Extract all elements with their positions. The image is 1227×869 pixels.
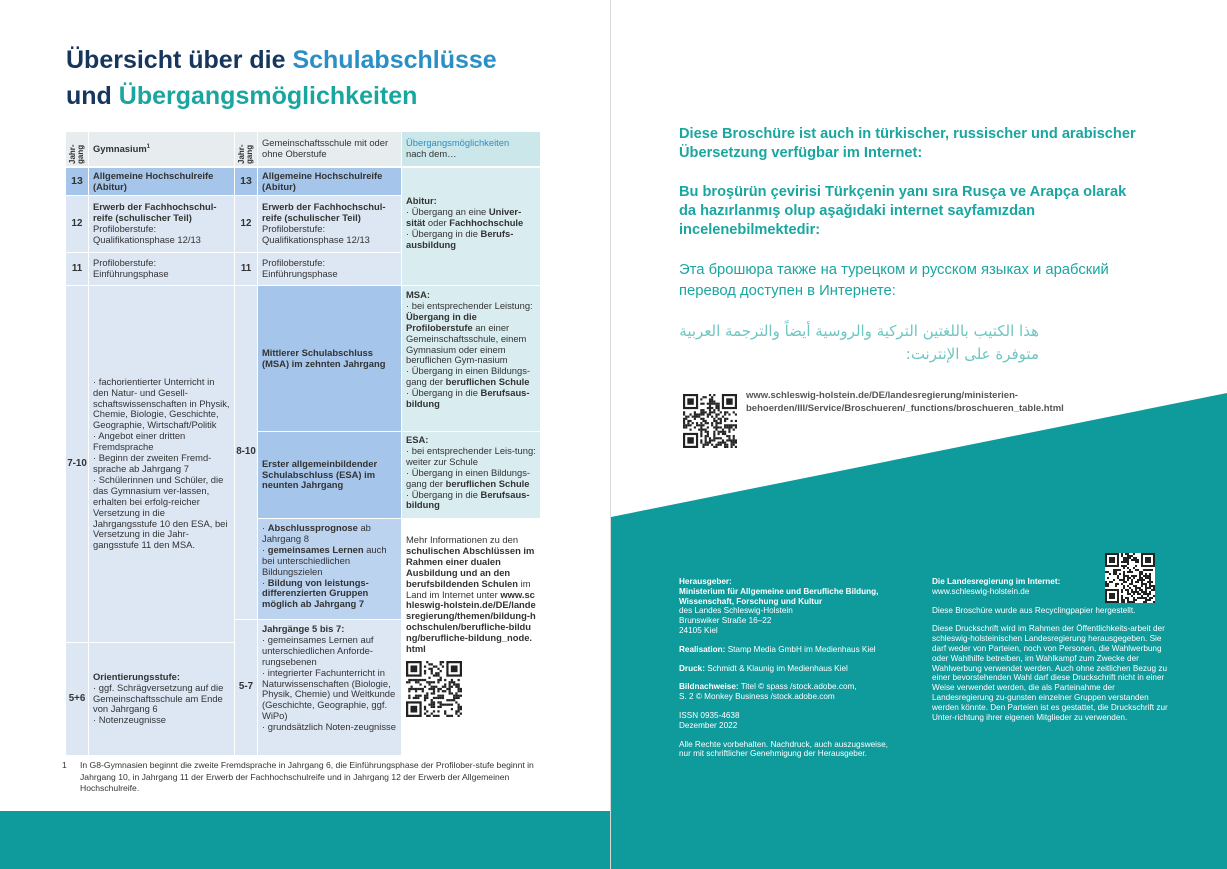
footnote-number: 1 [62,760,67,770]
uebergang-msa-item: · bei entsprechender Leistung: Übergang in die Profiloberstufe an einer Gemeinschaftsschule, einem Gymnasium oder einem beruflichen Gym-nasium [406,299,533,366]
grade-5-6-gym: 5+6 [66,643,88,755]
gym-orientierungsstufe [89,643,234,755]
ge-57-item: · integrierter Fachunterricht in Naturwissenschaften (Biologie, Physik, Chemie) und Weltkunde (Geschichte, Geographie, ggf. WiPo) [262,666,396,722]
gym-item-1: Angebot einer dritten Fremdsprache [93,430,186,453]
ge-detail-item: · gemeinsames Lernen auch bei unterschiedlichen Bildungszielen [262,543,387,577]
footnote-text: In G8-Gymnasien beginnt die zweite Fremdsprache in Jahrgang 6, die Einführungsphase der Profilober-stufe beginnt in Jahrgang 10, in Jahrgang 11 der Erwerb der Fachhochschulreife und in Jahrgang 12 der Erwerb der Allgemeinen Hochschulreife. [80,760,534,794]
publication-date: Dezember 2022 [679,720,738,730]
ue-abi-0-pre: Übergang an eine [411,205,489,217]
grade-11-ge: 11 [235,253,257,285]
gym-orient-item: · ggf. Schrägversetzung auf die Gemeinschaftsschule am Ende von Jahrgang 6 [93,681,224,715]
gym-7-10-item: · fachorientierter Unterricht in den Natur- und Gesell-schaftswissenschaften in Physik, Chemie, Biologie, Geschichte, Geographie, Wirtschaft/Politik [93,375,230,431]
hg-line-4: 24105 Kiel [679,625,718,635]
brochure-url[interactable]: www.schleswig-holstein.de/DE/landesregierung/ministerien-behoerden/III/Service/Broschueren/_functions/broschueren_table.html [746,390,1064,414]
ue-abi-0-bold: Univer-sität [406,205,522,228]
ge-esa: Erster allgemeinbildender Schulabschluss (ESA) im neunten Jahrgang [258,432,401,518]
hg-line-2: des Landes Schleswig-Holstein [679,606,793,616]
ue-esa-0-pre: bei entsprechender Leis-tung: weiter zur Schule [406,444,536,467]
header-footnote-mark: 1 [146,144,151,151]
gym-orient-item: · Notenzeugnisse [93,714,166,726]
ge-57-item: · grundsätzlich Noten-zeugnisse [262,721,396,733]
overview-table [58,130,548,800]
title-part2: Schulabschlüsse [292,46,497,74]
title-part1: Übersicht über die [66,46,293,74]
ue-esa-1-pre: Übergang in einen Bildungs-gang der [406,466,531,489]
ue-info-bold: schulischen Abschlüssen im Rahmen einer dualen Ausbildung und an den berufsbildenden Schulen [406,544,535,589]
grade-8-10-ge: 8-10 [235,286,257,619]
translation-note-german: Diese Broschüre ist auch in türkischer, russischer und arabischer Übersetzung verfügbar im Internet: [679,126,1136,161]
imprint-notice: Diese Druckschrift wird im Rahmen der Öffentlichkeits-arbeit der schleswig-holsteinischen Landesregierung herausgegeben. Sie darf weder von Parteien, noch von Personen, die Wahlwerbung oder Wahlhilfe betreiben, im Wahlkampf zum Zwecke der Wahlwerbung verwendet werden. Auch ohne zeitlichen Bezug zu einer bevorstehenden Wahl darf diese Druckschrift nicht in einer Weise verwendet werden, die als Parteinahme der Landesregierung zu-gunsten einzelner Gruppen verstanden werden könnte. Den Parteien ist es gestattet, die Druckschrift zur Unter-richtung ihrer eigenen Mitglieder zu verwenden. [932,624,1168,722]
gym-7-10-item: · Beginn der zweiten Fremd-sprache ab Jahrgang 7 [93,452,212,474]
ge-fachhoch-title: Erwerb der Fachhochschul-reife (schulischer Teil) [262,201,386,224]
title-part4: Übergangsmöglichkeiten [118,82,418,110]
left-page [0,0,610,869]
header-gymnasium-label: Gymnasium [93,143,147,155]
header-uebergang-sub: nach dem… [406,148,457,159]
ge-msa: Mittlerer Schulabschluss (MSA) im zehnten Jahrgang [258,286,401,431]
header-jahrgang-gym: Jahr-gang [66,132,88,166]
ge-detail-item: · Abschlussprognose ab Jahrgang 8 [262,522,371,544]
uebergang-abitur-title: Abitur: [406,195,437,206]
ue-msa-0-post: an einer Gemeinschaftsschule, einem Gymnasium oder einem beruflichen Gym-nasium [406,321,527,366]
ge-57-1: integrierter Fachunterricht in Naturwissenschaften (Biologie, Physik, Chemie) und Weltkunde (Geschichte, Geographie, ggf. WiPo) [262,666,396,722]
ge-8-10-details [258,519,401,619]
grade-12-ge: 12 [235,196,257,252]
gym-orient-title: Orientierungsstufe: [93,670,180,682]
ue-msa-2-bold: Berufsaus-bildung [406,387,530,410]
ge-5-7-content [258,620,401,755]
qr-code-icon [406,661,462,717]
uebergang-esa [402,432,540,518]
ue-abi-1-pre: Übergang in die [411,227,481,239]
uebergang-abitur [402,168,540,285]
internet-label: Die Landesregierung im Internet: [932,577,1061,586]
translation-note-turkish: Bu broşürün çevirisi Türkçenin yanı sıra Rusça ve Arapça olarak da hazırlanmış olup aşağıdaki internet sayfamızdan incelenebilmektedir: [679,184,1127,238]
bild-line1: Titel © spass /stock.adobe.com, [738,682,857,692]
bild-line2: S. 2 © Monkey Business /stock.adobe.com [679,692,835,702]
realisation-label: Realisation: [679,644,726,654]
rights-line1: Alle Rechte vorbehalten. Nachdruck, auch auszugsweise, [679,739,888,749]
imprint-rights [679,740,909,760]
ge-detail-item: · Bildung von leistungs-differenzierten Gruppen möglich ab Jahrgang 7 [262,576,369,610]
uebergang-msa [402,286,540,431]
ue-msa-2-pre: Übergang in die [411,387,481,399]
ge-d0-text: ab Jahrgang 8 [262,522,371,544]
qr-code-icon [683,394,737,448]
recycling-note: Diese Broschüre wurde aus Recyclingpapier hergestellt. [932,605,1136,615]
ue-esa-2-bold: Berufsaus-bildung [406,488,530,511]
gym-7-10-item: · Angebot einer dritten Fremdsprache [93,430,186,453]
uebergang-esa-item: · Übergang in einen Bildungs-gang der beruflichen Schule [406,466,531,489]
ge-d2-bold: Bildung von leistungs-differenzierten Gruppen möglich ab Jahrgang 7 [262,576,369,610]
ge-fachhoch-text: Profiloberstufe: Qualifikationsphase 12/13 [262,223,370,245]
uebergang-abitur-item: · Übergang an eine Univer-sität oder Fachhochschule [406,205,524,228]
uebergang-esa-title: ESA: [406,434,429,445]
imprint-bildnachweise [679,682,909,702]
uebergang-esa-item: · Übergang in die Berufsaus-bildung [406,488,530,511]
right-page [611,0,1227,869]
gym-item-2: Beginn der zweiten Fremd-sprache ab Jahrgang 7 [93,452,212,474]
footnote [62,760,546,795]
ue-msa-0-pre: bei entsprechender Leistung: [411,299,533,311]
ue-info-pre: Mehr Informationen zu den [406,534,519,545]
uebergang-abitur-item: · Übergang in die Berufs-ausbildung [406,227,514,250]
grade-11-gym: 11 [66,253,88,285]
internet-link[interactable]: www.schleswig-holstein.de [932,586,1030,596]
ue-abi-0-mid: oder [425,216,450,228]
grade-12-gym: 12 [66,196,88,252]
uebergang-msa-item: · Übergang in einen Bildungs-gang der beruflichen Schule [406,365,531,388]
imprint-herausgeber [679,577,909,636]
ge-57-item: · gemeinsames Lernen auf unterschiedlichen Anforde-rungsebenen [262,633,374,667]
gym-7-10-item: · Schülerinnen und Schüler, die das Gymnasium ver-lassen, erhalten bei erfolg-reicher Versetzung in die Jahrgangsstufe 10 den ESA, bei Versetzung in die Jahr-gangsstufe 11 den MSA. [93,473,228,551]
translation-note-russian: Эта брошюра также на турецком и русском языках и арабский перевод доступен в Интернете: [679,262,1109,299]
gym-item-3: Schülerinnen und Schüler, die das Gymnasium ver-lassen, erhalten bei erfolg-reicher Versetzung in die Jahrgangsstufe 10 den ESA, bei Versetzung in die Jahr-gangsstufe 11 den MSA. [93,473,228,551]
ge-fachhochschulreife [258,196,401,252]
bildung-link[interactable]: www.schleswig-holstein.de/DE/landesregierung/themen/bildung-hochschulen/berufliche-bildung/berufliche-bildung_node.html [406,588,536,655]
hg-line-0: Ministerium für Allgemeine und Berufliche Bildung, [679,586,879,596]
gym-fachhochschulreife [89,196,234,252]
druck-label: Druck: [679,663,705,673]
grade-13-gym: 13 [66,168,88,195]
ue-abi-1-bold: Berufs-ausbildung [406,227,514,250]
title-part3: und [66,82,119,110]
uebergang-info [402,519,540,755]
uebergang-msa-item: · Übergang in die Berufsaus-bildung [406,387,530,410]
realisation-text: Stamp Media GmbH im Medienhaus Kiel [725,644,876,654]
grade-13-ge: 13 [235,168,257,195]
qr-code-icon [1105,553,1155,603]
ge-d1-bold: gemeinsames Lernen [267,543,364,555]
page-title [66,42,497,114]
header-gymnasium [89,132,234,166]
gym-einfuehrungsphase: Profiloberstufe: Einführungsphase [89,253,234,285]
gym-orient-0: ggf. Schrägversetzung auf die Gemeinschaftsschule am Ende von Jahrgang 6 [93,681,224,715]
imprint-issn [679,711,909,731]
ge-d1-text: auch bei unterschiedlichen Bildungszielen [262,543,387,577]
ge-57-2: grundsätzlich Noten-zeugnisse [267,721,396,733]
ge-abitur: Allgemeine Hochschulreife (Abitur) [258,168,401,195]
translation-note-arabic: هذا الكتيب باللغتين التركية والروسية أيضاً والترجمة العربية متوفرة على الإنترنت: [679,322,1039,363]
ge-57-title: Jahrgänge 5 bis 7: [262,623,345,634]
hg-line-1: Wissenschaft, Forschung und Kultur [679,596,823,606]
header-gemeinschaftsschule: Gemeinschaftsschule mit oder ohne Oberstufe [258,132,401,166]
gym-7-10-content [89,286,234,642]
ue-info-mid: im Land im Internet unter [406,577,531,600]
gym-fachhoch-text: Profiloberstufe: Qualifikationsphase 12/13 [93,223,201,245]
imprint-left [679,577,909,768]
header-uebergang [402,132,540,166]
ue-msa-1-pre: Übergang in einen Bildungs-gang der [406,365,531,388]
issn: ISSN 0935-4638 [679,710,740,720]
gym-fachhoch-title: Erwerb der Fachhochschul-reife (schulischer Teil) [93,201,217,224]
druck-text: Schmidt & Klaunig im Medienhaus Kiel [704,663,848,673]
gym-item-0: fachorientierter Unterricht in den Natur- und Gesell-schaftswissenschaften in Physik, Chemie, Biologie, Geschichte, Geographie, Wirtschaft/Politik [93,375,230,431]
hg-line-3: Brunswiker Straße 16–22 [679,616,772,626]
ge-einfuehrungsphase: Profiloberstufe: Einführungsphase [258,253,401,285]
herausgeber-label: Herausgeber: [679,577,732,586]
ue-abi-0-bold2: Fachhochschule [449,216,524,228]
uebergang-esa-item: · bei entsprechender Leis-tung: weiter zur Schule [406,444,536,467]
ge-d0-bold: Abschlussprognose [267,522,358,533]
ue-msa-0-bold: Übergang in die Profiloberstufe [406,310,477,333]
gym-abitur: Allgemeine Hochschulreife (Abitur) [89,168,234,195]
uebergang-msa-title: MSA: [406,289,430,300]
ue-esa-1-bold: beruflichen Schule [445,477,530,489]
ge-57-0: gemeinsames Lernen auf unterschiedlichen Anforde-rungsebenen [262,633,374,667]
imprint-realisation [679,645,909,655]
gym-orient-1: Notenzeugnisse [98,714,166,726]
imprint-druck [679,664,909,674]
grade-7-10-gym: 7-10 [66,286,88,642]
ue-esa-2-pre: Übergang in die [411,488,481,500]
bild-label: Bildnachweise: [679,682,739,692]
grade-5-7-ge: 5-7 [235,620,257,755]
bottom-teal-band [0,811,610,869]
header-jahrgang-ge: Jahr-gang [235,132,257,166]
rights-line2: nur mit schriftlicher Genehmigung der Herausgeber. [679,749,867,759]
ue-msa-1-bold: beruflichen Schule [445,376,530,388]
header-uebergang-title: Übergangsmöglichkeiten [406,137,510,149]
